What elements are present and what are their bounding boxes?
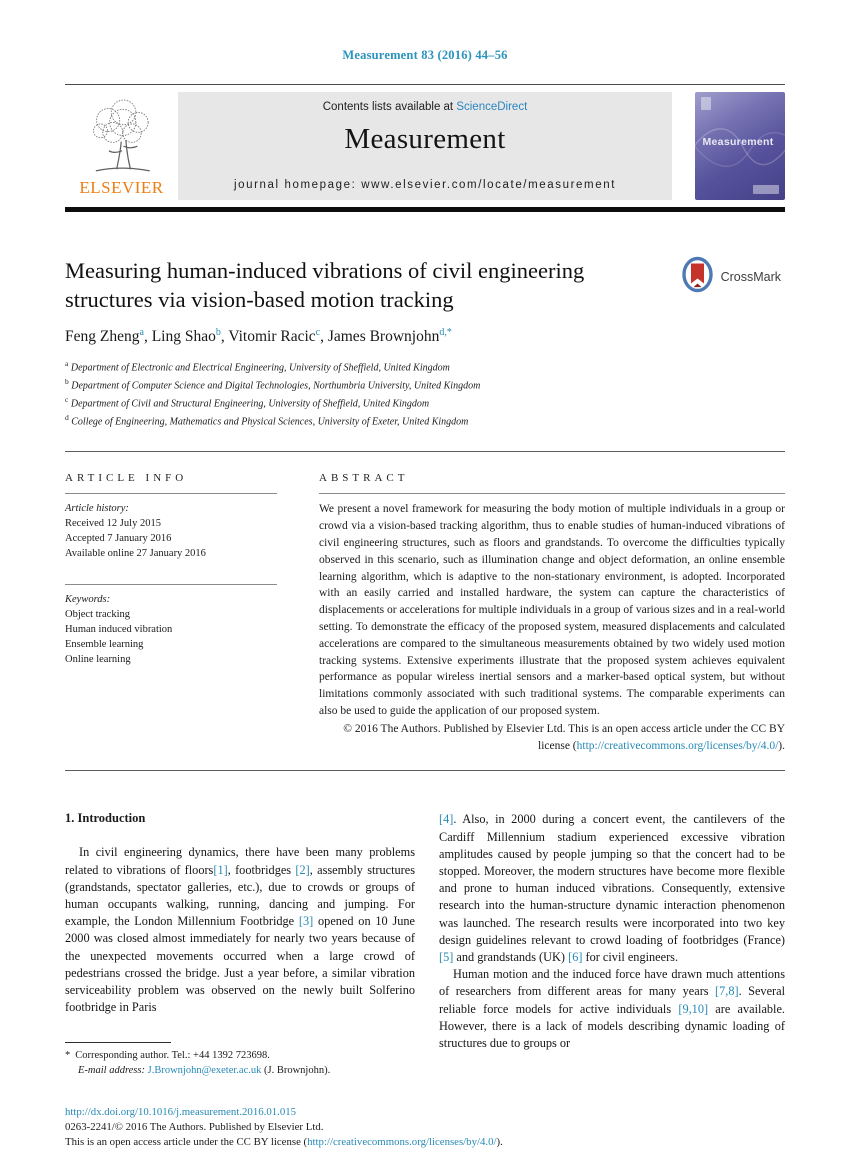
journal-masthead <box>178 92 672 200</box>
divider <box>65 584 277 585</box>
license-suffix: ). <box>496 1136 503 1149</box>
sciencedirect-link[interactable]: ScienceDirect <box>456 101 528 113</box>
article-info-column <box>65 472 277 754</box>
reference-link[interactable]: [7,8] <box>715 984 739 999</box>
author-name: Vitomir Racic <box>228 328 316 346</box>
reference-link[interactable]: [4] <box>439 812 454 827</box>
issn-copyright-line: 0263-2241/© 2016 The Authors. Published by Elsevier Ltd. <box>65 1121 324 1134</box>
page-footer <box>65 1105 785 1150</box>
elsevier-logo <box>65 92 178 200</box>
reference-link[interactable]: [5] <box>439 950 454 965</box>
author <box>328 328 452 345</box>
author-affiliation-ref[interactable]: b <box>215 327 221 338</box>
affiliation <box>65 375 785 393</box>
doi-link[interactable]: http://dx.doi.org/10.1016/j.measurement.2016.01.015 <box>65 1106 297 1119</box>
body-left-column <box>65 811 415 1078</box>
keywords-label: Keywords: <box>65 594 111 606</box>
cover-journal-name: Measurement <box>702 136 774 148</box>
crossmark-badge[interactable] <box>681 256 781 298</box>
intro-paragraph: Human motion and the induced force have drawn much attentions of researchers from different areas for many years [7,8]. Several reliable force models for active individuals [9,10] are available. However, there is a lack of models describing dynamic loading of structures due to groups or <box>439 967 785 1051</box>
footnote-email-line <box>65 1064 415 1079</box>
cover-publisher-mark-icon <box>701 97 711 110</box>
header-bottom-bar <box>65 207 785 212</box>
affiliation-marker: d <box>65 412 69 422</box>
footnote-divider <box>65 1042 171 1043</box>
journal-title: Measurement <box>344 123 506 155</box>
affiliation-text: College of Engineering, Mathematics and Physical Sciences, University of Exeter, United Kingdom <box>71 415 469 427</box>
abstract-text: We present a novel framework for measuring the body motion of multiple individuals in a group or crowd via a vision-based tracking algorithm, thus to enable studies of human-induced vibrations of civil engineering structures, such as floors and grandstands. To overcome the difficulties typically observed in this scenario, such as illumination change and object deformation, an online ensemble learning algorithm, which is adaptive to the non-stationary environment, is adopted. Incorporated with an easily carried and installed hardware, the system can capture the characteristics of displacements or accelerations for multiple individuals in a group of various sizes and in a real-world setting. To demonstrate the efficacy of the proposed system, measured displacements and calculated accelerations are compared to the simultaneous measurements obtained by two widely used motion tracking systems. Extensive experiments illustrate that the proposed system achieves equivalent performance as popular wireless inertial sensors and a marker-based optical system, but without limitations commonly associated with such traditional systems. The comparable experiments can also be used to guide the application of our proposed system. <box>319 503 785 718</box>
copyright-suffix: ). <box>778 739 785 752</box>
affiliation-marker: c <box>65 394 69 404</box>
intro-paragraph-continued: [4]. Also, in 2000 during a concert event, the cantilevers of the Cardiff Millennium stadium experienced excessive vibration amplitudes caused by people jumping so that the concert had to be stopped. Moreover, the modern structures have become more flexible and prone to human induced vibrations. Consequently, extensive research into the human-structure dynamic interaction phenomenon was launched. The research results were incorporated into two key design guidelines relevant to crowd loading of footbridges (France) [5] and grandstands (UK) [6] for civil engineers. <box>439 812 785 965</box>
author-name: Ling Shao <box>151 328 216 346</box>
reference-link[interactable]: [9,10] <box>678 1001 709 1016</box>
affiliation-marker: b <box>65 376 69 386</box>
abstract-copyright <box>319 721 785 755</box>
elsevier-wordmark: ELSEVIER <box>79 178 164 197</box>
article-body <box>65 811 785 1078</box>
author <box>228 328 328 345</box>
copyright-text: © 2016 The Authors. Published by Elsevier Ltd. This is an open access article under the CC BY license ( <box>343 722 785 752</box>
license-line <box>65 1135 785 1150</box>
history-item: Received 12 July 2015 <box>65 518 161 530</box>
reference-link[interactable]: [6] <box>568 950 583 965</box>
article-info-abstract-block <box>65 451 785 771</box>
author-separator: , <box>320 328 328 346</box>
contents-line <box>178 101 672 113</box>
article-history-label: Article history: <box>65 503 129 515</box>
keyword: Human induced vibration <box>65 624 173 636</box>
top-divider <box>65 84 785 85</box>
cover-society-mark-icon <box>753 185 779 194</box>
affiliation <box>65 411 785 429</box>
keyword: Ensemble learning <box>65 639 144 651</box>
contents-prefix: Contents lists available at <box>322 101 457 113</box>
author-affiliation-ref[interactable]: a <box>139 327 144 338</box>
footnote-line <box>65 1049 415 1064</box>
email-link[interactable]: J.Brownjohn@exeter.ac.uk <box>147 1064 262 1076</box>
author-name: Feng Zheng <box>65 328 140 346</box>
affiliation-text: Department of Civil and Structural Engineering, University of Sheffield, United Kingdom <box>70 398 430 410</box>
corresponding-author-footnote <box>65 1042 415 1078</box>
keyword: Object tracking <box>65 609 131 621</box>
history-item: Available online 27 January 2016 <box>65 548 206 560</box>
author-separator: , <box>220 328 229 346</box>
author <box>152 328 229 345</box>
author-affiliation-ref[interactable]: d,* <box>439 327 452 338</box>
email-label: E-mail address: <box>78 1064 148 1076</box>
author-name: James Brownjohn <box>327 328 440 346</box>
author-list <box>65 327 785 346</box>
reference-link[interactable]: [1] <box>213 862 228 877</box>
body-right-column <box>439 811 785 1078</box>
affiliation-list <box>65 357 785 428</box>
elsevier-tree-icon <box>78 97 166 182</box>
title-block <box>65 256 785 314</box>
article-info-heading: ARTICLE INFO <box>65 472 188 485</box>
journal-citation: Measurement 83 (2016) 44–56 <box>342 48 508 62</box>
journal-cover-thumbnail[interactable] <box>695 92 785 200</box>
divider <box>65 493 277 494</box>
affiliation <box>65 393 785 411</box>
affiliation-marker: a <box>65 359 69 369</box>
affiliation-text: Department of Electronic and Electrical Engineering, University of Sheffield, United Kingdom <box>70 362 450 374</box>
author-separator: , <box>143 328 152 346</box>
author-affiliation-ref[interactable]: c <box>315 327 321 338</box>
email-suffix: (J. Brownjohn). <box>261 1064 331 1076</box>
affiliation-text: Department of Computer Science and Digital Technologies, Northumbria University, United Kingdom <box>71 380 481 392</box>
abstract-heading: ABSTRACT <box>319 472 409 485</box>
keyword: Online learning <box>65 654 131 666</box>
divider <box>319 493 785 494</box>
history-item: Accepted 7 January 2016 <box>65 533 172 545</box>
abstract-column <box>319 472 785 754</box>
affiliation <box>65 357 785 375</box>
article-title: Measuring human-induced vibrations of civil engineering structures via vision-based motion tracking <box>65 258 585 312</box>
journal-homepage-link[interactable]: journal homepage: www.elsevier.com/locate/measurement <box>233 179 617 191</box>
section-heading-introduction: 1. Introduction <box>65 811 146 826</box>
crossmark-icon <box>681 256 714 298</box>
footnote-text: Corresponding author. Tel.: +44 1392 723698. <box>75 1050 270 1062</box>
intro-paragraph: In civil engineering dynamics, there have been many problems related to vibrations of floors[1], footbridges [2], assembly structures (grandstands, spectator galleries, etc.), due to crowds or groups of human occupants walking, running, dancing and jumping. For example, the London Millennium Footbridge [3] opened on 10 June 2000 was closed almost immediately for nearly two years because of the unexpected movements occurred when a large crowd of pedestrians crossed the bridge. Just a year before, a similar vibration serviceability problem was observed on the newly built Solferino footbridge in Paris <box>65 845 416 1015</box>
footnote-marker: * <box>65 1050 71 1062</box>
author <box>65 328 152 345</box>
crossmark-label: CrossMark <box>720 270 781 284</box>
journal-header <box>65 92 785 200</box>
license-link[interactable]: http://creativecommons.org/licenses/by/4.0/ <box>307 1136 497 1149</box>
reference-link[interactable]: [2] <box>295 862 310 877</box>
cc-license-link[interactable]: http://creativecommons.org/licenses/by/4.0/ <box>576 739 779 752</box>
reference-link[interactable]: [3] <box>298 914 314 929</box>
license-text: This is an open access article under the CC BY license ( <box>65 1136 308 1149</box>
